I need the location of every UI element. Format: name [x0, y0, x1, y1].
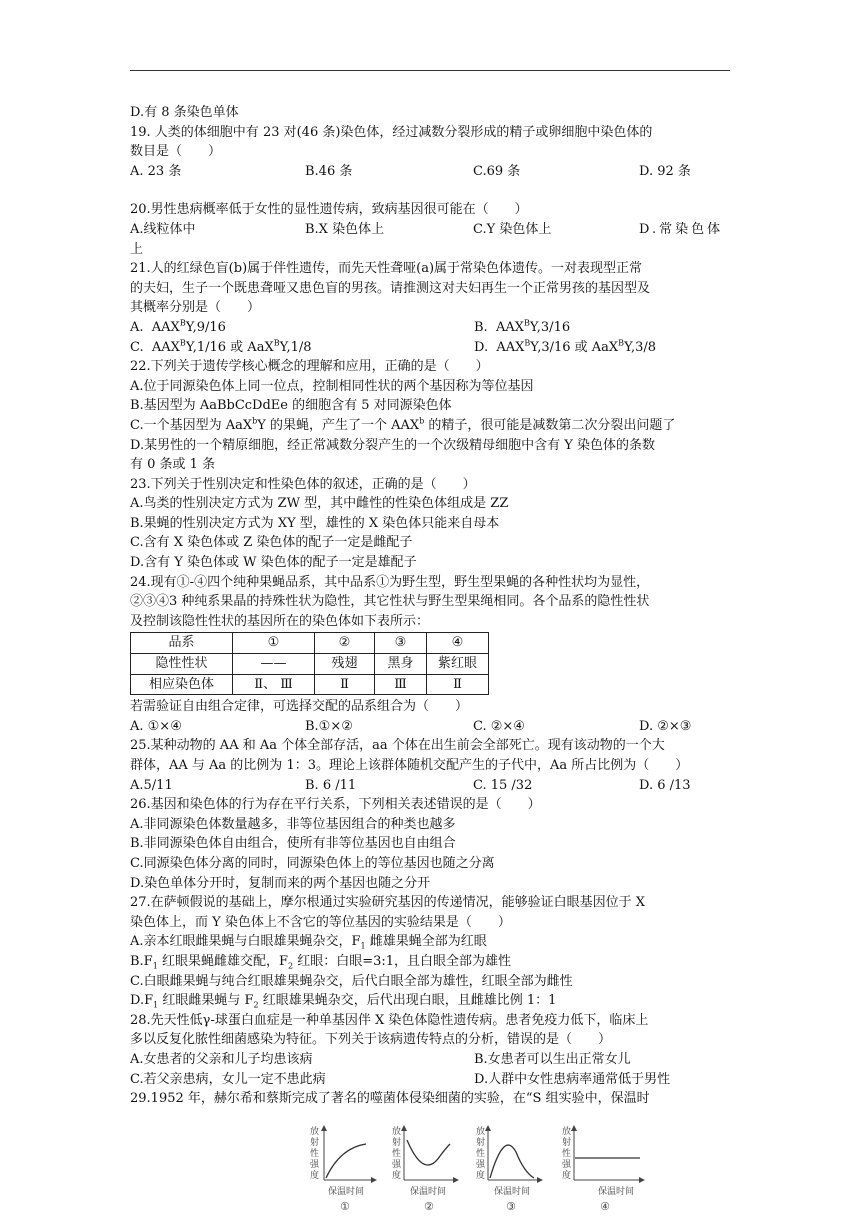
q27-option-b: $B.F_1$ 红眼果蝇雌雄交配，$F_2$ 红眼：白眼=3:1，且白眼全部为雄性	[130, 953, 512, 971]
q22-stem: 22.下列关于遗传学核心概念的理解和应用，正确的是（ ）	[130, 359, 489, 375]
graph-1-curve	[326, 1144, 366, 1178]
q27-stem: 27.在萨顿假说的基础上，摩尔根通过实验研究基因的传递情况，能够验证白眼基因位于 X	[130, 895, 646, 911]
table-cell: 黑身	[375, 654, 427, 675]
q26-option-a: A.非同源染色体数量越多，非等位基因组合的种类也越多	[130, 816, 456, 832]
svg-text:强: 强	[562, 1160, 572, 1170]
q27-option-c: C.白眼雌果蝇与纯合红眼雄果蝇杂交，后代白眼全部为雄性，红眼全部为雌性	[130, 973, 573, 989]
svg-text:放: 放	[310, 1127, 320, 1137]
table-cell: 残翅	[315, 654, 375, 675]
radioactivity-graphs	[300, 1122, 660, 1216]
svg-text:度: 度	[310, 1171, 320, 1181]
q19-option-a: A. 23 条	[130, 163, 182, 179]
graph-4-number: ④	[600, 1200, 610, 1213]
q24-option-a: A. ①×④	[130, 718, 182, 734]
q24-question: 若需验证自由组合定律，可选择交配的品系组合为（ ）	[130, 699, 469, 715]
q24-stem-cont: ②③④3 种纯系果晶的持殊性状为隐性，其它性状与野生型果绳相同。各个品系的隐性性状	[130, 594, 650, 610]
q28-options-ab	[130, 1050, 732, 1070]
graph-1-xlabel: 保温时间	[328, 1187, 365, 1197]
q27-option-a: A.亲本红眼雌果蝇与白眼雄果蝇杂交，$F_1$ 雌雄果蝇全部为红眼	[130, 934, 487, 951]
table-cell: Ⅱ	[427, 674, 489, 695]
graph-1	[310, 1125, 374, 1213]
q24-stem: 24.现有①-④四个纯种果蝇品系，其中品系①为野生型，野生型果蝇的各种性状均为显性，	[130, 574, 650, 590]
q27-stem-cont: 染色体上，而 Y 染色体上不含它的等位基因的实验结果是（ ）	[130, 914, 511, 930]
table-cell: ①	[233, 633, 315, 654]
table-cell: 品系	[131, 633, 233, 654]
q21-option-a: A. $AAX^BY,9/16$	[130, 318, 226, 335]
table-cell: Ⅲ	[375, 674, 427, 695]
table-row	[131, 674, 489, 695]
q24-stem-end: 及控制该隐性性状的基因所在的染色体如下表所示：	[130, 613, 430, 629]
svg-text:度: 度	[392, 1171, 402, 1181]
q20-option-b: B.X 染色体上	[305, 221, 385, 237]
graph-3	[476, 1125, 540, 1213]
q27-option-d: $D.F_1$ 红眼雌果蝇与 $F_2$ 红眼雄果蝇杂交，后代出现白眼，且雌雄比例 1：1	[130, 993, 557, 1010]
q25-option-d: D. 6 /13	[639, 777, 691, 793]
graph-1-ylabel	[310, 1125, 320, 1181]
q19-option-d: D. 92 条	[639, 163, 691, 179]
graph-4-ylabel	[562, 1125, 572, 1181]
q23-option-c: C.含有 X 染色体或 Z 染色体的配子一定是雌配子	[130, 535, 413, 551]
q19-option-b: B.46 条	[305, 163, 353, 179]
svg-text:性: 性	[392, 1149, 402, 1159]
blank-line	[130, 181, 732, 200]
svg-text:射: 射	[476, 1138, 486, 1148]
q20-options	[130, 220, 732, 240]
q25-options	[130, 776, 732, 796]
svg-text:性: 性	[562, 1149, 572, 1159]
q23-stem: 23.下列关于性别决定和性染色体的叙述，正确的是（ ）	[130, 476, 476, 492]
table-cell: ——	[233, 654, 315, 675]
q20-stem: 20.男性患病概率低于女性的显性遗传病，致病基因很可能在（ ）	[130, 202, 528, 218]
graph-2	[392, 1125, 456, 1213]
q28-option-c: C.若父亲患病，女儿一定不患此病	[130, 1071, 326, 1087]
q23-option-b: B.果蝇的性别决定方式为 XY 型，雄性的 X 染色体只能来自母本	[130, 515, 500, 531]
graph-3-ylabel	[476, 1125, 486, 1181]
q24-option-b: B.①×②	[305, 718, 353, 734]
q25-option-a: A.5/11	[130, 777, 173, 793]
svg-text:度: 度	[562, 1171, 572, 1181]
exam-content	[130, 103, 732, 1109]
q23-option-a: A.鸟类的性别决定方式为 ZW 型，其中雌性的性染色体组成是 ZZ	[130, 496, 509, 512]
svg-text:性: 性	[310, 1149, 320, 1159]
q19-option-c: C.69 条	[473, 163, 521, 179]
q21-stem-cont: 的夫妇，生子一个既患聋哑又患色盲的男孩。请推测这对夫妇再生一个正常男孩的基因型及	[130, 280, 651, 296]
q25-stem: 25.某种动物的 AA 和 Aa 个体全部存活，aa 个体在出生前会全部死亡。现有该动物的一个大	[130, 738, 665, 754]
q28-options-cd	[130, 1070, 732, 1090]
graph-2-ylabel	[392, 1125, 402, 1181]
table-cell: 相应染色体	[131, 674, 233, 695]
table-cell: 紫红眼	[427, 654, 489, 675]
table-row	[131, 654, 489, 675]
q21-option-d: D. $AAX^BY,3/16$ 或 AaX$^B$Y,3/8	[474, 338, 657, 355]
q22-option-d: D.某男性的一个精原细胞，经正常减数分裂产生的一个次级精母细胞中含有 Y 染色体的条数	[130, 437, 655, 453]
svg-text:放: 放	[562, 1127, 572, 1137]
q19-options	[130, 162, 732, 182]
q25-option-c: C. 15 /32	[473, 777, 533, 793]
q28-option-d: D.人群中女性患病率通常低于男性	[474, 1071, 671, 1087]
svg-text:强: 强	[392, 1160, 402, 1170]
q22-option-c: C.一个基因型为 AaX$^b$Y 的果蝇，产生了一个 AAX$^b$ 的精子，很可能是减数第二次分裂出问题了	[130, 416, 676, 433]
q19-stem-cont: 数目是（ ）	[130, 144, 222, 160]
graph-3-curve	[490, 1145, 534, 1178]
svg-text:强: 强	[476, 1160, 486, 1170]
q28-option-b: B.女患者可以生出正常女儿	[474, 1051, 631, 1067]
q20-option-c: C.Y 染色体上	[473, 221, 552, 237]
graph-2-number: ②	[424, 1200, 434, 1213]
svg-text:射: 射	[392, 1138, 402, 1148]
q28-stem-cont: 多以反复化脓性细菌感染为特征。下列关于该病遗传特点的分析，错误的是（ ）	[130, 1032, 612, 1048]
graph-3-xlabel: 保温时间	[494, 1187, 531, 1197]
svg-text:度: 度	[476, 1171, 486, 1181]
q22-option-b: B.基因型为 AaBbCcDdEe 的细胞含有 5 对同源染色体	[130, 398, 452, 414]
q20-option-a: A.线粒体中	[130, 221, 196, 237]
q18-option-d: D.有 8 条染色单体	[130, 105, 239, 120]
table-cell: Ⅱ、 Ⅲ	[233, 674, 315, 695]
q22-option-d-cont: 有 0 条或 1 条	[130, 457, 216, 473]
table-cell: ②	[315, 633, 375, 654]
q28-stem: 28.先天性低γ-球蛋白血症是一种单基因伴 X 染色体隐性遗传病。患者免疫力低下，临床上	[130, 1012, 649, 1028]
q26-stem: 26.基因和染色体的行为存在平行关系，下列相关表述错误的是（ ）	[130, 797, 541, 813]
q25-stem-cont: 群体，AA 与 Aa 的比例为 1：3。理论上该群体随机交配产生的子代中，Aa 所占比例为（ ）	[130, 758, 689, 773]
q21-options-cd	[130, 338, 732, 358]
table-row	[131, 633, 489, 654]
q24-option-d: D. ②×③	[639, 718, 692, 734]
svg-text:强: 强	[310, 1160, 320, 1170]
graph-1-number: ①	[340, 1200, 350, 1213]
q25-option-b: B. 6 /11	[305, 777, 357, 793]
table-cell: ④	[427, 633, 489, 654]
q21-options-ab	[130, 318, 732, 338]
header-rule	[130, 70, 730, 71]
svg-text:放: 放	[392, 1127, 402, 1137]
graph-4-xlabel: 保温时间	[598, 1187, 635, 1197]
svg-text:射: 射	[562, 1138, 572, 1148]
q21-stem-end: 其概率分别是（ ）	[130, 300, 261, 316]
q20-option-d-cont: 上	[130, 241, 144, 257]
q28-option-a: A.女患者的父亲和儿子均患该病	[130, 1051, 313, 1067]
q22-option-a: A.位于同源染色体上同一位点，控制相同性状的两个基因称为等位基因	[130, 378, 534, 394]
q29-stem: 29.1952 年，赫尔希和蔡斯完成了著名的噬菌体侵染细菌的实验，在“S 组实验中，保温时	[130, 1091, 650, 1107]
q24-option-c: C. ②×④	[473, 718, 525, 734]
table-cell: ③	[375, 633, 427, 654]
table-cell: Ⅱ	[315, 674, 375, 695]
svg-text:性: 性	[476, 1149, 486, 1159]
graph-2-curve	[407, 1140, 450, 1165]
graph-2-xlabel: 保温时间	[410, 1187, 447, 1197]
table-cell: 隐性性状	[131, 654, 233, 675]
q26-option-d: D.染色单体分开时，复制而来的两个基因也随之分开	[130, 875, 431, 891]
q20-option-d: D.常染色体	[639, 221, 724, 237]
graph-3-number: ③	[506, 1200, 516, 1213]
q26-option-b: B.非同源染色体自由组合，使所有非等位基因也自由组合	[130, 836, 456, 852]
q19-stem: 19. 人类的体细胞中有 23 对(46 条)染色体，经过减数分裂形成的精子或卵细胞中染色体的	[130, 124, 653, 140]
q26-option-c: C.同源染色体分离的同时，同源染色体上的等位基因也随之分离	[130, 855, 495, 871]
q21-option-c: C. $AAX^BY,1/16$ 或 AaX$^B$Y,1/8	[130, 338, 312, 355]
q24-options	[130, 717, 732, 737]
q23-option-d: D.含有 Y 染色体或 W 染色体的配子一定是雄配子	[130, 555, 417, 571]
svg-text:放: 放	[476, 1127, 486, 1137]
graph-4	[562, 1125, 642, 1213]
svg-text:射: 射	[310, 1138, 320, 1148]
q21-stem: 21.人的红绿色盲(b)属于伴性遗传，而先天性聋哑(a)属于常染色体遗传。一对表现型正常	[130, 261, 643, 277]
strain-table	[130, 632, 489, 695]
q21-option-b: B. $AAX^BY,3/16$	[474, 318, 571, 335]
